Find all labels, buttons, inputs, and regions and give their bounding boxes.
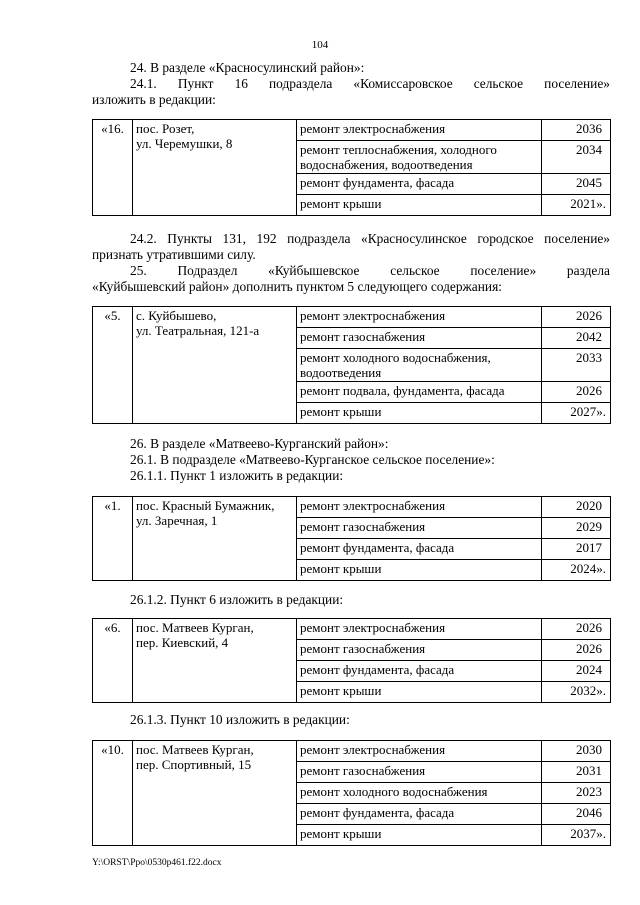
paragraph-24-2-line2: признать утратившими силу. [92, 247, 256, 262]
work-cell: ремонт электроснабжения [297, 741, 542, 762]
address-cell [133, 741, 297, 846]
work-cell: ремонт электроснабжения [297, 307, 542, 328]
year-cell: 2031 [542, 762, 611, 783]
work-cell: ремонт электроснабжения [297, 619, 542, 640]
year-cell: 2024». [542, 560, 611, 581]
year-cell: 2045 [542, 174, 611, 195]
item-number: «6. [93, 619, 133, 703]
footer-file-path: Y:\ORST\Ppo\0530p461.f22.docx [92, 858, 222, 868]
work-cell: ремонт подвала, фундамента, фасада [297, 382, 542, 403]
year-cell: 2026 [542, 307, 611, 328]
address-line-2: пер. Спортивный, 15 [136, 757, 252, 772]
address-line-1: пос. Розет, [136, 121, 195, 136]
paragraph-24: 24. В разделе «Красносулинский район»: [130, 60, 365, 75]
address-cell [133, 619, 297, 703]
year-cell: 2026 [542, 382, 611, 403]
paragraph-26-1: 26.1. В подразделе «Матвеево-Курганское сельское поселение»: [130, 452, 495, 467]
work-cell: ремонт электроснабжения [297, 120, 542, 141]
year-cell: 2036 [542, 120, 611, 141]
work-cell: ремонт крыши [297, 682, 542, 703]
item-number: «10. [93, 741, 133, 846]
address-line-1: пос. Матвеев Курган, [136, 620, 254, 635]
year-cell: 2023 [542, 783, 611, 804]
year-cell: 2020 [542, 497, 611, 518]
address-cell [133, 120, 297, 216]
work-cell: ремонт крыши [297, 195, 542, 216]
year-cell: 2027». [542, 403, 611, 424]
paragraph-26: 26. В разделе «Матвеево-Курганский район»: [130, 436, 389, 451]
table-item-5 [92, 306, 611, 424]
item-number: «16. [93, 120, 133, 216]
work-cell: ремонт фундамента, фасада [297, 539, 542, 560]
year-cell: 2046 [542, 804, 611, 825]
address-line-2: ул. Черемушки, 8 [136, 136, 233, 151]
address-line-2: ул. Заречная, 1 [136, 513, 218, 528]
work-cell: ремонт крыши [297, 825, 542, 846]
table-item-1 [92, 496, 611, 581]
work-cell: ремонт газоснабжения [297, 518, 542, 539]
address-line-1: с. Куйбышево, [136, 308, 217, 323]
year-cell: 2021». [542, 195, 611, 216]
work-cell: ремонт газоснабжения [297, 328, 542, 349]
item-number: «1. [93, 497, 133, 581]
year-cell: 2033 [542, 349, 611, 382]
address-line-1: пос. Красный Бумажник, [136, 498, 275, 513]
year-cell: 2026 [542, 640, 611, 661]
address-cell [133, 307, 297, 424]
address-cell [133, 497, 297, 581]
item-number: «5. [93, 307, 133, 424]
table-item-6 [92, 618, 611, 703]
year-cell: 2026 [542, 619, 611, 640]
paragraph-25-line1: 25. Подраздел «Куйбышевское сельское поселение» раздела [130, 263, 610, 278]
year-cell: 2037». [542, 825, 611, 846]
paragraph-26-1-1: 26.1.1. Пункт 1 изложить в редакции: [130, 468, 344, 483]
paragraph-24-1-line1: 24.1. Пункт 16 подраздела «Комиссаровское сельское поселение» [130, 76, 610, 91]
paragraph-24-2-line1: 24.2. Пункты 131, 192 подраздела «Красносулинское городское поселение» [130, 231, 610, 246]
year-cell: 2042 [542, 328, 611, 349]
address-line-1: пос. Матвеев Курган, [136, 742, 254, 757]
work-cell: ремонт холодного водоснабжения, водоотведения [297, 349, 542, 382]
year-cell: 2034 [542, 141, 611, 174]
work-cell: ремонт холодного водоснабжения [297, 783, 542, 804]
address-line-2: пер. Киевский, 4 [136, 635, 229, 650]
table-row [93, 307, 611, 328]
year-cell: 2030 [542, 741, 611, 762]
table-row [93, 741, 611, 762]
table-row [93, 619, 611, 640]
work-cell: ремонт теплоснабжения, холодного водоснабжения, водоотведения [297, 141, 542, 174]
paragraph-26-1-3: 26.1.3. Пункт 10 изложить в редакции: [130, 712, 350, 727]
work-cell: ремонт газоснабжения [297, 640, 542, 661]
year-cell: 2032». [542, 682, 611, 703]
work-cell: ремонт крыши [297, 560, 542, 581]
table-item-10 [92, 740, 611, 846]
paragraph-26-1-2: 26.1.2. Пункт 6 изложить в редакции: [130, 592, 344, 607]
work-cell: ремонт электроснабжения [297, 497, 542, 518]
work-cell: ремонт газоснабжения [297, 762, 542, 783]
table-row [93, 497, 611, 518]
year-cell: 2024 [542, 661, 611, 682]
work-cell: ремонт крыши [297, 403, 542, 424]
work-cell: ремонт фундамента, фасада [297, 661, 542, 682]
work-cell: ремонт фундамента, фасада [297, 804, 542, 825]
table-row [93, 120, 611, 141]
work-cell: ремонт фундамента, фасада [297, 174, 542, 195]
paragraph-24-1-line2: изложить в редакции: [92, 92, 216, 107]
paragraph-25-line2: «Куйбышевский район» дополнить пунктом 5 следующего содержания: [92, 279, 502, 294]
year-cell: 2029 [542, 518, 611, 539]
page-number: 104 [311, 39, 329, 51]
table-item-16 [92, 119, 611, 216]
address-line-2: ул. Театральная, 121-а [136, 323, 260, 338]
year-cell: 2017 [542, 539, 611, 560]
